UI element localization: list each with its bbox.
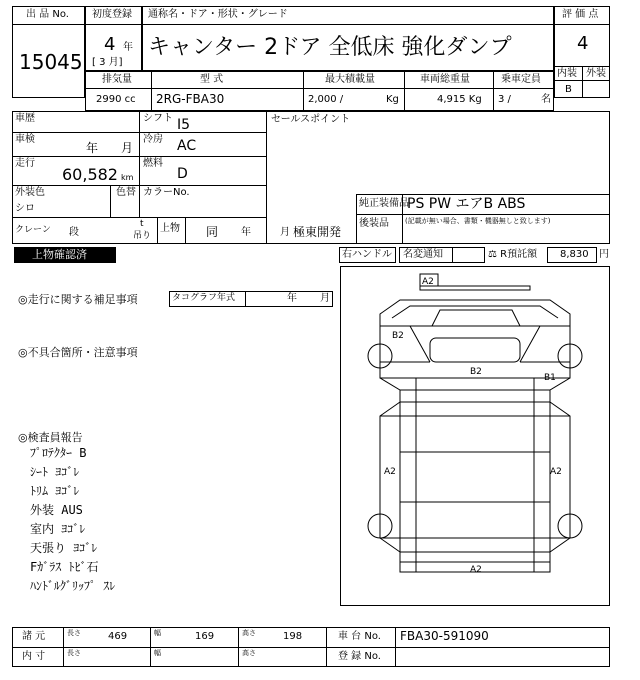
mileage-value: 60,582 xyxy=(62,165,118,184)
length-value: 469 xyxy=(108,631,128,642)
mark-top: A2 xyxy=(422,277,434,287)
recycle-label: ⚖ R預託額 xyxy=(488,249,538,260)
mark-cab-left: B2 xyxy=(392,331,404,341)
aftermarket-label: 後装品 xyxy=(359,218,389,229)
shift-label: シフト xyxy=(143,113,173,124)
upper-body-month: 月 xyxy=(280,227,290,238)
mark-cab-right: B1 xyxy=(544,373,556,383)
dims-label: 諸 元 xyxy=(22,631,46,642)
equipment-label: 純正装備品 xyxy=(359,198,409,209)
max-load-label: 最大積載量 xyxy=(325,74,375,85)
inspection-label: 車検 xyxy=(15,134,35,145)
color-label: 外装色 xyxy=(15,187,45,198)
model-label: 型 式 xyxy=(200,74,224,85)
crane-tonnage-unit: t xyxy=(140,219,144,229)
max-load: 2,000 / xyxy=(308,94,344,105)
color-value: シロ xyxy=(15,203,35,214)
fuel-value: D xyxy=(177,166,188,182)
inspector-line: Fｶﾞﾗｽ ﾄﾋﾞ石 xyxy=(30,560,99,574)
driving-notes-label: ◎走行に関する補足事項 xyxy=(18,293,138,306)
recycle-amount: 8,830 xyxy=(560,249,589,260)
mark-cab-top: B2 xyxy=(470,367,482,377)
truck-damage-diagram xyxy=(340,266,610,606)
recycle-yen: 円 xyxy=(599,249,609,260)
model-code: 2RG-FBA30 xyxy=(156,92,225,106)
inspection-year: 年 xyxy=(86,141,99,155)
interior-grade-label: 内装 xyxy=(557,68,577,79)
aftermarket-note: (記載が無い場合、書類・機器無しと致します) xyxy=(405,217,551,225)
inspector-report-label: ◎検査員報告 xyxy=(18,431,83,444)
rating-score: 4 xyxy=(577,33,589,54)
registration-no-label: 登 録 No. xyxy=(338,651,381,662)
first-registration-month: [ 3 月] xyxy=(92,57,123,68)
displacement: 2990 cc xyxy=(96,94,136,105)
chassis-label: 車 台 No. xyxy=(338,631,381,642)
displacement-label: 排気量 xyxy=(102,74,132,85)
color-change-label: 色替 xyxy=(116,187,136,198)
exterior-grade: B xyxy=(565,84,572,95)
first-registration-label: 初度登録 xyxy=(92,9,132,20)
interior-dims-label: 内 寸 xyxy=(22,651,46,662)
width-label: 幅 xyxy=(154,629,161,637)
crane-label: クレーン xyxy=(15,225,51,235)
upper-body-year: 年 xyxy=(241,227,251,238)
mileage-unit: km xyxy=(121,173,134,182)
gross-weight-label: 車両総重量 xyxy=(420,74,470,85)
sales-points-label: セールスポイント xyxy=(271,114,351,125)
upper-body-same: 同 xyxy=(206,225,219,239)
history-label: 車歴 xyxy=(15,113,35,124)
rating-label: 評 価 点 xyxy=(562,9,599,20)
mark-bed-rear: A2 xyxy=(470,565,482,575)
capacity-label: 乗車定員 xyxy=(501,74,541,85)
equipment-list: PS PW エアB ABS xyxy=(407,196,526,212)
color-code-label: カラーNo. xyxy=(143,187,190,198)
defects-label: ◎不具合箇所・注意事項 xyxy=(18,346,138,359)
shift-value: I5 xyxy=(177,117,191,133)
vehicle-name: キャンター 2ドア 全低床 強化ダンプ xyxy=(148,35,512,60)
mark-bed-left: A2 xyxy=(384,467,396,477)
ac-value: AC xyxy=(177,138,197,154)
lot-number: 15045 xyxy=(19,50,83,74)
tachograph-month: 月 xyxy=(320,293,330,304)
crane-stage: 段 xyxy=(69,227,79,238)
inspector-line: ﾄﾘﾑ ﾖｺﾞﾚ xyxy=(30,484,80,498)
name-change-label: 名変通知 xyxy=(403,249,443,260)
lot-number-label: 出 品 No. xyxy=(26,9,69,20)
vehicle-name-label: 通称名・ドア・形状・グレード xyxy=(148,9,288,20)
inspector-line: ﾌﾟﾛﾃｸﾀｰ B xyxy=(30,446,87,460)
fuel-label: 燃料 xyxy=(143,158,163,169)
length-label: 長さ xyxy=(67,629,81,637)
height-value: 198 xyxy=(283,631,303,642)
upper-body-confirmed-badge: 上物確認済 xyxy=(14,247,116,263)
first-registration-year: 4 xyxy=(104,34,116,55)
inspector-line: ﾊﾝﾄﾞﾙｸﾞﾘｯﾌﾟ ｽﾚ xyxy=(30,579,116,593)
gross-weight: 4,915 Kg xyxy=(437,94,482,105)
mark-bed-right: A2 xyxy=(550,467,562,477)
inspection-month: 月 xyxy=(121,141,134,155)
inspector-line: 室内 ﾖｺﾞﾚ xyxy=(30,522,86,536)
exterior-grade-label: 外装 xyxy=(586,68,606,79)
capacity-unit: 名 xyxy=(541,94,551,105)
chassis-number: FBA30-591090 xyxy=(400,629,489,643)
tachograph-year: 年 xyxy=(287,293,297,304)
interior-length-label: 長さ xyxy=(67,649,81,657)
height-label: 高さ xyxy=(242,629,256,637)
ac-label: 冷房 xyxy=(143,134,163,145)
capacity: 3 / xyxy=(498,94,511,105)
crane-hang-label: 吊り xyxy=(133,231,152,241)
rhd-label: 右ハンドル xyxy=(342,249,392,260)
interior-height-label: 高さ xyxy=(242,649,256,657)
upper-body-label: 上物 xyxy=(160,223,180,234)
first-registration-year-unit: 年 xyxy=(123,42,133,53)
interior-width-label: 幅 xyxy=(154,649,161,657)
mileage-label: 走行 xyxy=(15,158,35,169)
upper-body-maker: 極東開発 xyxy=(293,225,342,239)
inspector-line: 天張り ﾖｺﾞﾚ xyxy=(30,541,98,555)
inspector-line: 外装 AUS xyxy=(30,503,83,517)
width-value: 169 xyxy=(195,631,215,642)
inspector-line: ｼｰﾄ ﾖｺﾞﾚ xyxy=(30,465,80,479)
tachograph-label: タコグラフ年式 xyxy=(172,293,236,303)
max-load-unit: Kg xyxy=(386,94,399,105)
